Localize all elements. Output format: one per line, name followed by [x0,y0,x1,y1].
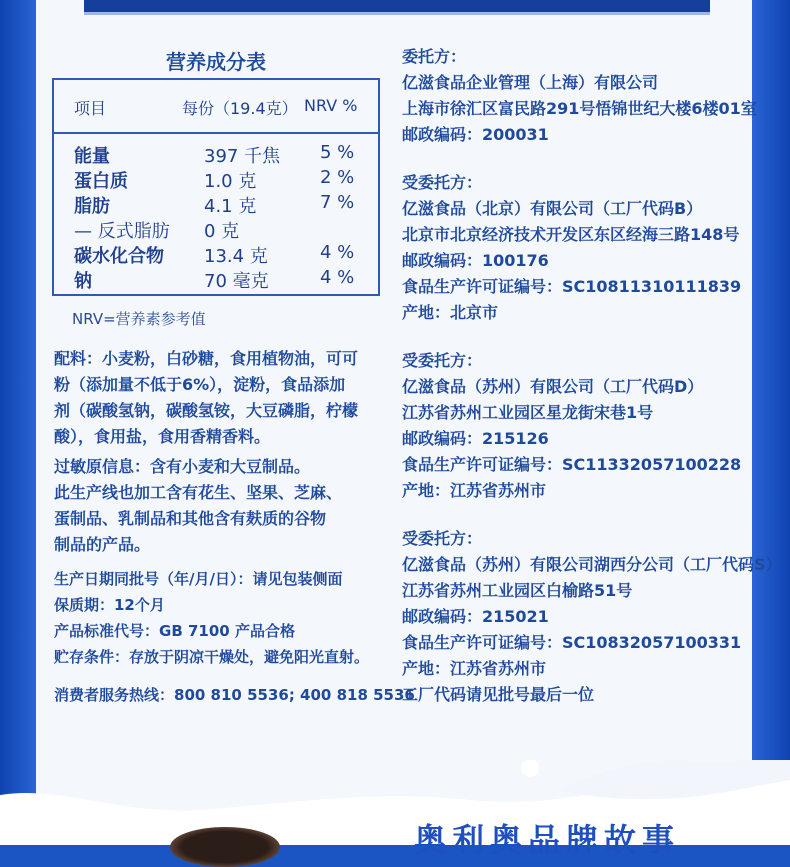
header-item: 项目 [74,99,107,118]
service-hotline: 消费者服务热线：800 810 5536; 400 818 5536 [54,686,415,704]
nutrient-amount: 4.1 克 [204,196,257,217]
nutrient-nrv: 4 % [320,242,355,263]
manufacturer-license: 食品生产许可证编号：SC10811310111839 [402,277,742,296]
manufacturer-origin: 产地：江苏省苏州市 [402,481,547,500]
nutrient-name: 碳水化合物 [74,246,164,267]
nutrient-nrv: 4 % [320,267,355,288]
nutrient-name: — 反式脂肪 [74,221,170,242]
nutrient-amount: 397 千焦 [204,146,281,167]
top-band [84,0,710,15]
nutrient-name: 能量 [74,146,110,167]
ingredients-line: 酸），食用盐，食用香精香料。 [54,427,271,446]
manufacturer-address: 北京市北京经济技术开发区东区经海三路148号 [402,225,740,244]
nutrient-nrv: 7 % [320,192,355,213]
manufacturer-license: 食品生产许可证编号：SC10832057100331 [402,633,742,652]
nutrition-row [54,142,378,167]
manufacturer-postcode: 邮政编码：215021 [402,607,549,626]
nutrition-row [54,217,378,242]
manufacturer-name: 亿滋食品（苏州）有限公司（工厂代码D） [402,377,704,396]
nutrition-title: 营养成分表 [166,50,266,74]
header-nrv: NRV % [304,96,358,115]
manufacturer-label: 受委托方： [402,351,483,370]
client-block [402,44,757,148]
nrv-note: NRV=营养素参考值 [72,310,206,328]
manufacturer-origin: 产地：江苏省苏州市 [402,659,547,678]
manufacturer-block-huxi [402,526,782,708]
manufacturer-label: 受委托方： [402,173,483,192]
ingredients-line: 剂（碳酸氢钠，碳酸氢铵，大豆磷脂，柠檬 [54,401,359,420]
shelf-life: 保质期：12个月 [54,596,165,614]
client-name: 亿滋食品企业管理（上海）有限公司 [402,73,659,92]
allergen-line: 制品的产品。 [54,535,151,554]
nutrient-amount: 13.4 克 [204,246,268,267]
ingredients-block [54,346,358,450]
product-info-block [54,566,369,670]
client-address: 上海市徐汇区富民路291号悟锦世纪大楼6楼01室 [402,99,757,118]
manufacturer-postcode: 邮政编码：215126 [402,429,549,448]
manufacturer-block-suzhou [402,348,741,504]
manufacturer-name: 亿滋食品（北京）有限公司（工厂代码B） [402,199,703,218]
ingredients-line: 配料：小麦粉，白砂糖，食用植物油，可可 [54,349,359,368]
allergen-block [54,454,342,558]
nutrient-name: 脂肪 [74,196,110,217]
product-standard: 产品标准代号：GB 7100 产品合格 [54,622,295,640]
storage-conditions: 贮存条件：存放于阴凉干燥处，避免阳光直射。 [54,648,370,666]
nutrition-table [52,78,380,296]
factory-code-note: 工厂代码请见批号最后一位 [402,685,595,704]
nutrition-row [54,167,378,192]
manufacturer-address: 江苏省苏州工业园区白榆路51号 [402,581,633,600]
nutrient-amount: 70 毫克 [204,271,269,292]
production-date: 生产日期同批号（年/月/日）：请见包装侧面 [54,570,343,588]
nutrition-table-header [54,80,378,134]
cookie-illustration [170,827,280,867]
allergen-line: 蛋制品、乳制品和其他含有麸质的谷物 [54,509,327,528]
nutrient-amount: 1.0 克 [204,171,257,192]
manufacturer-name: 亿滋食品（苏州）有限公司湖西分公司（工厂代码S） [402,555,782,574]
manufacturer-origin: 产地：北京市 [402,303,499,322]
manufacturer-label: 受委托方： [402,529,483,548]
nutrition-row [54,267,378,292]
ingredients-line: 粉（添加量不低于6%），淀粉，食品添加 [54,375,346,394]
brand-story-banner: 奥利奥品牌故事 [414,821,681,859]
left-blue-frame [0,0,36,845]
manufacturer-address: 江苏省苏州工业园区星龙街宋巷1号 [402,403,654,422]
manufacturer-license: 食品生产许可证编号：SC11332057100228 [402,455,742,474]
nutrient-amount: 0 克 [204,221,240,242]
nutrition-row [54,242,378,267]
client-label: 委托方： [402,47,467,66]
nutrient-nrv: 5 % [320,142,355,163]
manufacturer-postcode: 邮政编码：100176 [402,251,549,270]
allergen-line: 过敏原信息：含有小麦和大豆制品。 [54,457,311,476]
allergen-line: 此生产线也加工含有花生、坚果、芝麻、 [54,483,343,502]
nutrient-nrv: 2 % [320,167,355,188]
manufacturer-block-beijing [402,170,741,326]
nutrient-name: 钠 [74,271,92,292]
nutrition-row [54,192,378,217]
header-per-serving: 每份（19.4克） [182,99,298,118]
nutrient-name: 蛋白质 [74,171,128,192]
client-postcode: 邮政编码：200031 [402,125,549,144]
right-blue-frame [752,0,790,845]
